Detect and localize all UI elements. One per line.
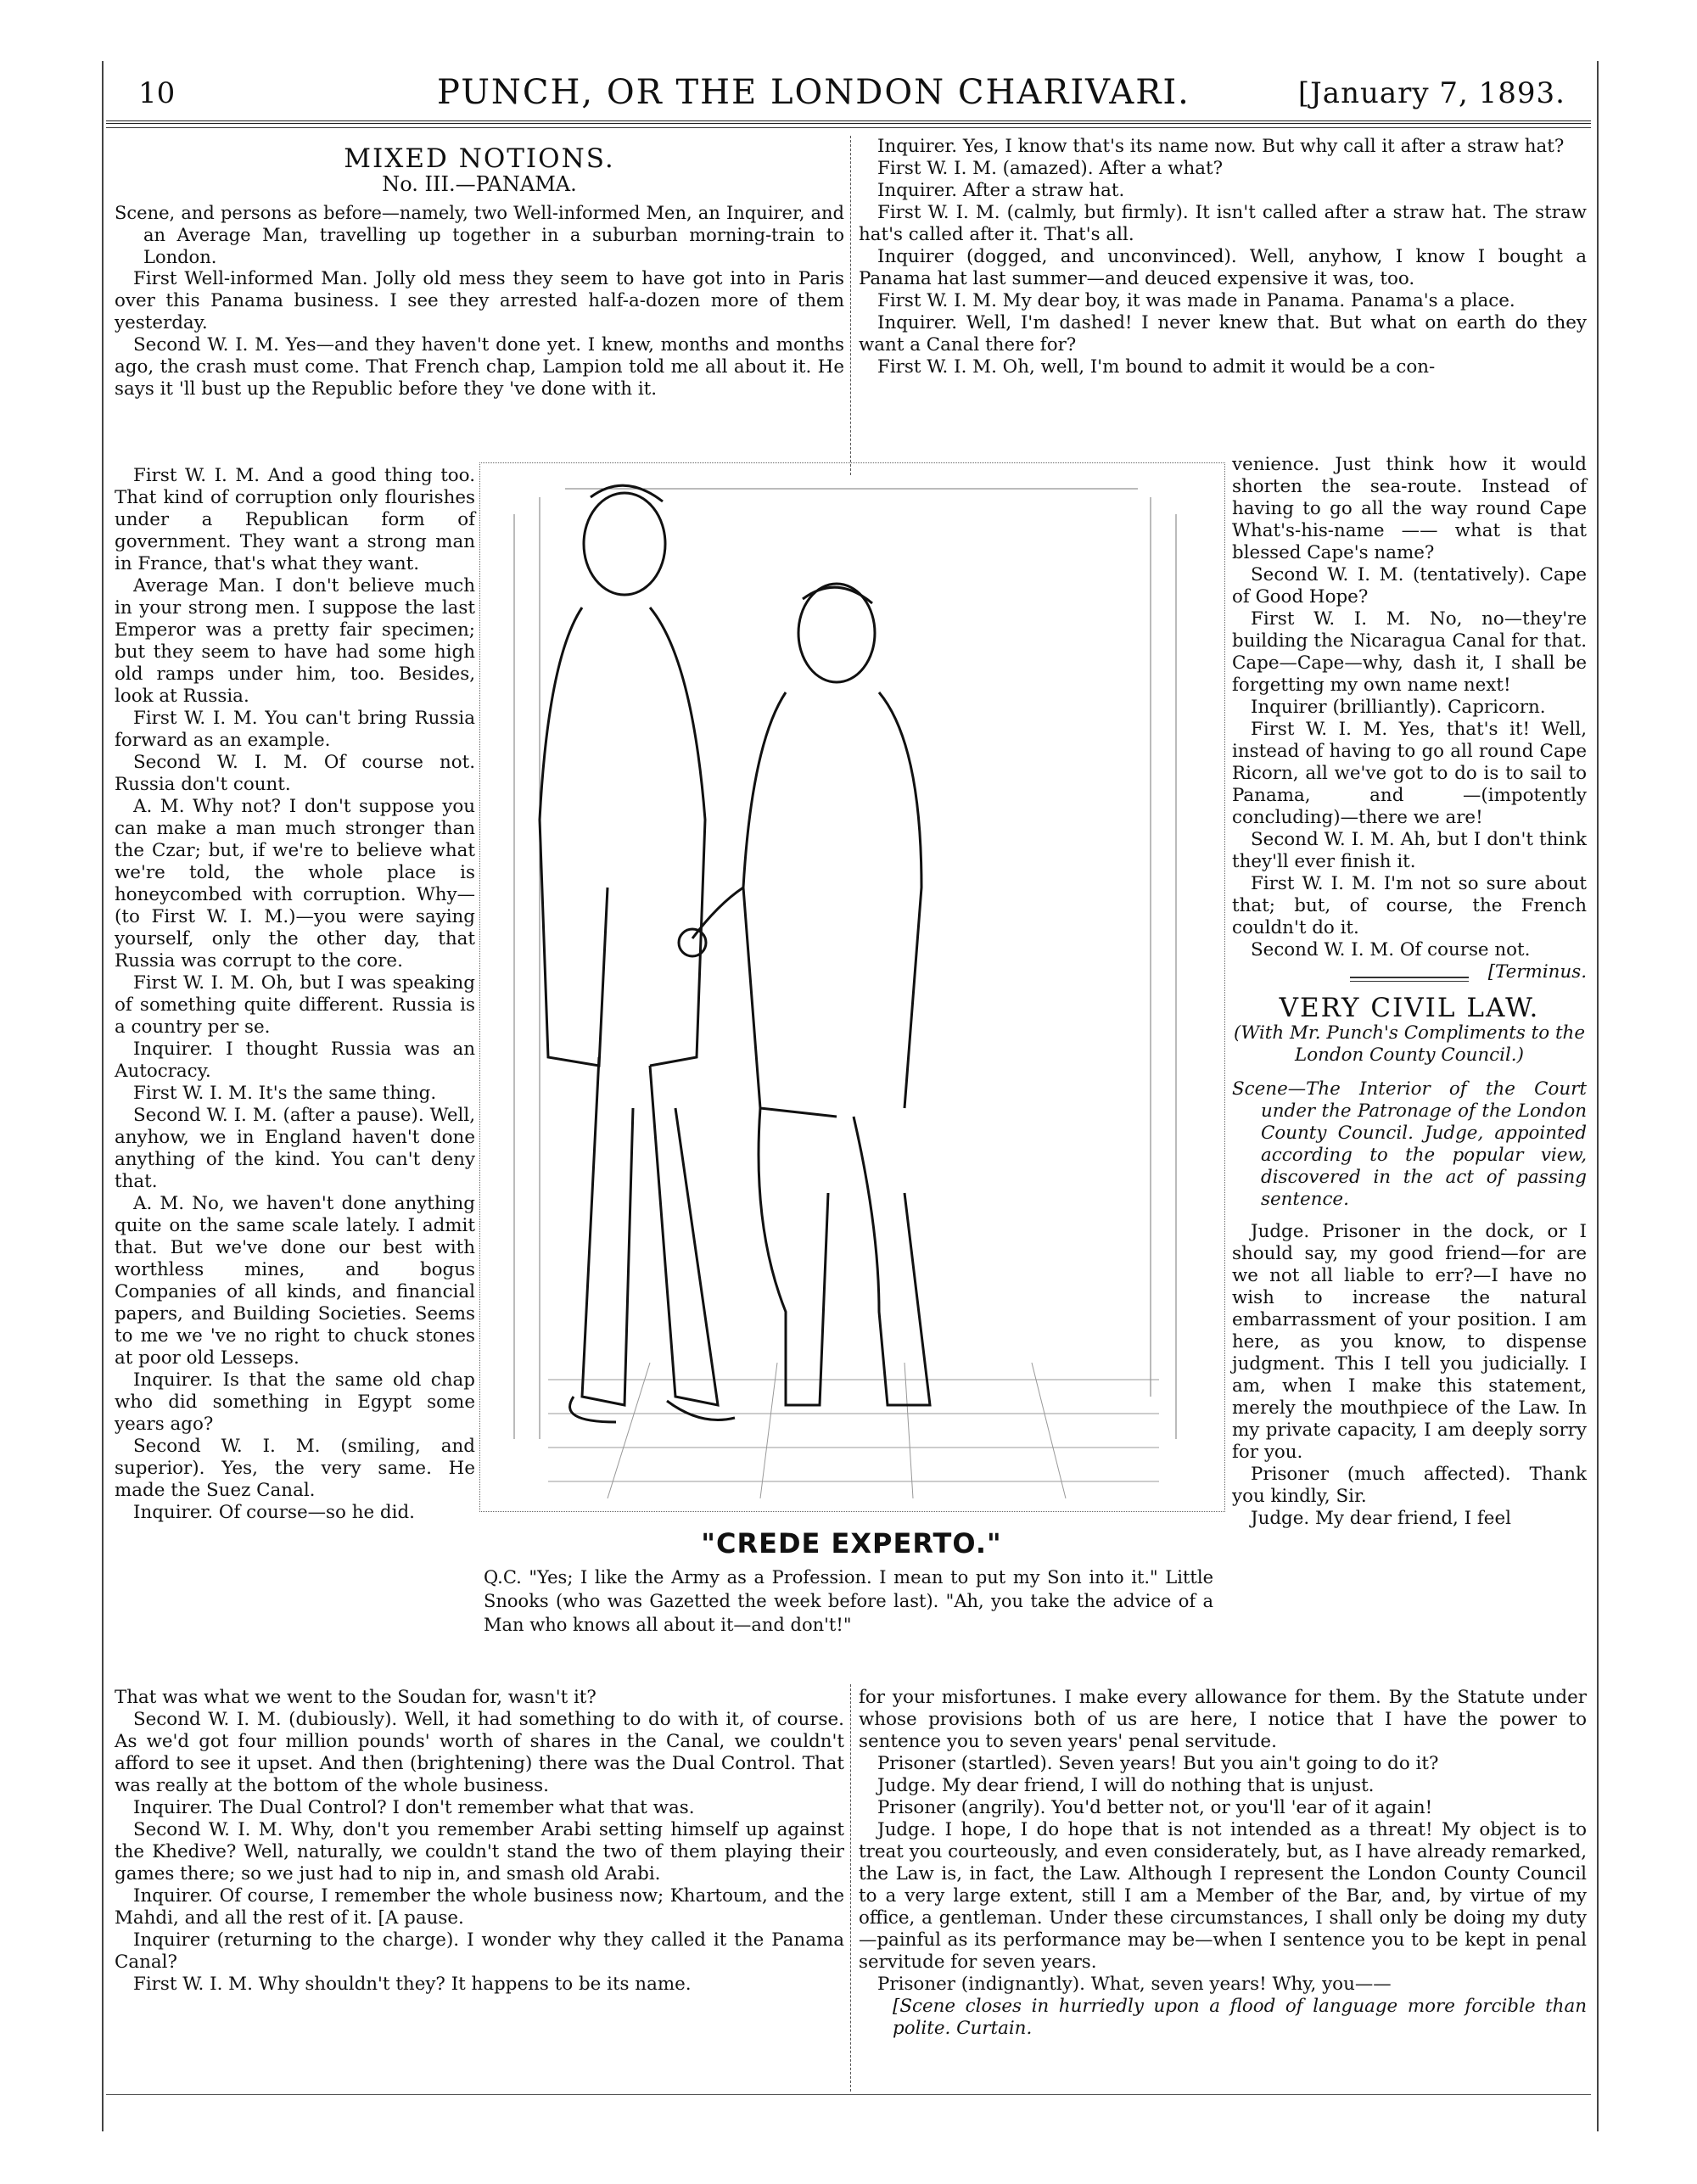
paragraph: for your misfortunes. I make every allowance for them. By the Statute under whose provisions both of us are here, I notice that I have the power to sentence you to seven years' penal servitude.: [859, 1687, 1587, 1752]
closing-stage-direction: [Scene closes in hurriedly upon a flood of language more forcible than polite. Curtain.: [893, 1996, 1587, 2039]
paragraph: Inquirer (returning to the charge). I wonder why they called it the Panama Canal?: [115, 1929, 844, 1973]
article-title: MIXED NOTIONS.: [344, 143, 615, 174]
paragraph: Second W. I. M. Yes—and they haven't done yet. I knew, months and months ago, the crash must come. That French chap, Lampion told me all about it. He says it 'll bust up the Republic before they 've done with it.: [115, 334, 844, 400]
paragraph: First W. I. M. It's the same thing.: [133, 1083, 437, 1104]
paragraph: Inquirer. Well, I'm dashed! I never knew that. But what on earth do they want a Canal there for?: [859, 312, 1587, 356]
issue-date: [January 7, 1893.: [1297, 76, 1565, 110]
paragraph: Second W. I. M. (smiling, and superior). Yes, the very same. He made the Suez Canal.: [115, 1436, 475, 1501]
paragraph: First W. I. M. My dear boy, it was made in Panama. Panama's a place.: [877, 290, 1515, 311]
column-divider: [850, 1684, 851, 2092]
paragraph: Inquirer. Of course—so he did.: [133, 1502, 415, 1523]
right-narrow-column: [1232, 454, 1587, 1530]
paragraph: First W. I. M. Oh, but I was speaking of something quite different. Russia is a country per se.: [115, 972, 475, 1038]
paragraph: First W. I. M. (calmly, but firmly). It isn't called after a straw hat. The straw hat's called after it. That's all.: [859, 202, 1587, 245]
cartoon-caption: Q.C. "Yes; I like the Army as a Profession. I mean to put my Son into it." Little Snooks (who was Gazetted the week before last). "Ah, you take the advice of a Man who knows all about it—and don't!": [484, 1567, 1213, 1635]
scene-text: Scene—The Interior of the Court under the Patronage of the London County Council. Judge, appointed according to the popular view, discovered in the act of passing sentence.: [1232, 1078, 1587, 1210]
paragraph: Judge. I hope, I do hope that is not intended as a threat! My object is to treat you courteously, and even considerately, but, as I have already remarked, the Law is, in fact, the Law. Although I represent the London County Council to a very large extent, still I am a Member of the Bar, and, by virtue of my office, a gentleman. Under these circumstances, I shall only be doing my duty—painful as its performance may be—when I sentence you to be kept in penal servitude for seven years.: [859, 1819, 1587, 1973]
article-mixed-notions-right-top: [859, 136, 1587, 378]
article-mixed-notions-top: [115, 144, 844, 400]
paragraph: Average Man. I don't believe much in your strong men. I suppose the last Emperor was a pretty fair specimen; but they seem to have had some high old ramps under him, too. Besides, look at Russia.: [115, 575, 475, 707]
header-rule: [106, 127, 1591, 128]
terminus-mark: [Terminus.: [1487, 961, 1587, 983]
article-subtitle: (With Mr. Punch's Compliments to the London County Council.): [1233, 1022, 1585, 1066]
paragraph: [1232, 939, 1587, 983]
article-title: VERY CIVIL LAW.: [1279, 993, 1540, 1023]
section-separator: [1350, 977, 1469, 982]
paragraph: Inquirer. I thought Russia was an Autocracy.: [115, 1039, 475, 1082]
paragraph: Second W. I. M. (after a pause). Well, anyhow, we in England haven't done anything of the kind. You can't deny that.: [115, 1105, 475, 1192]
paragraph: venience. Just think how it would shorten the sea-route. Instead of having to go all the way round Cape What's-his-name —— what is that blessed Cape's name?: [1232, 454, 1587, 563]
cartoon: [479, 462, 1224, 1676]
article-mixed-notions-bottom: [115, 1687, 844, 1996]
paragraph: Inquirer. Yes, I know that's its name now. But why call it after a straw hat?: [877, 136, 1565, 157]
cartoon-illustration: [480, 463, 1223, 1509]
article-mixed-notions-narrow: [115, 465, 475, 1524]
paragraph-text: Second W. I. M. Of course not.: [1251, 939, 1531, 960]
paragraph: First W. I. M. Why shouldn't they? It happens to be its name.: [133, 1974, 692, 1995]
paragraph: Second W. I. M. Ah, but I don't think they'll ever finish it.: [1232, 829, 1587, 872]
paragraph: Inquirer. The Dual Control? I don't remember what that was.: [133, 1797, 695, 1818]
paragraph: Prisoner (much affected). Thank you kindly, Sir.: [1232, 1464, 1587, 1507]
column-divider: [850, 136, 851, 475]
paragraph: Prisoner (angrily). You'd better not, or you'll 'ear of it again!: [877, 1797, 1433, 1818]
masthead: PUNCH, OR THE LONDON CHARIVARI.: [437, 73, 1190, 112]
article-very-civil-law-bottom: [859, 1687, 1587, 2040]
paragraph: Judge. Prisoner in the dock, or I should say, my good friend—for are we not all liable to err?—I have no wish to increase the natural embarrassment of your position. I am here, as you know, to dispense judgment. This I tell you judicially. I am, when I make this statement, merely the mouthpiece of the Law. In my private capacity, I am deeply sorry for you.: [1232, 1221, 1587, 1463]
paragraph: First W. I. M. Yes, that's it! Well, instead of having to go all round Cape Ricorn, all we've got to do is to sail to Panama, and —(impotently concluding)—there we are!: [1232, 719, 1587, 828]
paragraph: Prisoner (indignantly). What, seven years! Why, you——: [877, 1974, 1392, 1995]
paragraph: Prisoner (startled). Seven years! But you ain't going to do it?: [877, 1753, 1439, 1774]
bottom-rule: [106, 2094, 1591, 2095]
paragraph: A. M. Why not? I don't suppose you can make a man much stronger than the Czar; but, if we're to believe what we're told, the whole place is honeycombed with corruption. Why—(to First W. I. M.)—you were saying yourself, only the other day, that Russia was corrupt to the core.: [115, 796, 475, 972]
cartoon-frame: [479, 462, 1225, 1512]
paragraph: First W. I. M. No, no—they're building the Nicaragua Canal for that. Cape—Cape—why, dash it, I shall be forgetting my own name next!: [1232, 608, 1587, 696]
paragraph: First W. I. M. And a good thing too. That kind of corruption only flourishes under a Republican form of government. They want a strong man in France, that's what they want.: [115, 465, 475, 574]
page-number: 10: [138, 76, 176, 110]
paragraph: Inquirer. Is that the same old chap who did something in Egypt some years ago?: [115, 1369, 475, 1435]
paragraph: Second W. I. M. (dubiously). Well, it had something to do with it, of course. As we'd got four million pounds' worth of shares in the Canal, we couldn't afford to see it upset. And then (brightening) there was the Dual Control. That was really at the bottom of the whole business.: [115, 1709, 844, 1796]
paragraph: First W. I. M. You can't bring Russia forward as an example.: [115, 708, 475, 751]
paragraph: Inquirer. Of course, I remember the whole business now; Khartoum, and the Mahdi, and all the rest of it. [A pause.: [115, 1885, 844, 1929]
scene-text: Scene, and persons as before—namely, two Well-informed Men, an Inquirer, and an Average Man, travelling up together in a suburban morning-train to London.: [115, 203, 844, 267]
paragraph: First W. I. M. I'm not so sure about that; but, of course, the French couldn't do it.: [1232, 873, 1587, 938]
paragraph: Inquirer. After a straw hat.: [877, 180, 1125, 201]
paragraph: First W. I. M. Oh, well, I'm bound to admit it would be a con-: [877, 356, 1436, 378]
paragraph: First W. I. M. (amazed). After a what?: [877, 158, 1224, 179]
paragraph: Judge. My dear friend, I will do nothing that is unjust.: [877, 1775, 1375, 1796]
page-header: [106, 70, 1591, 124]
article-subtitle: No. III.—PANAMA.: [382, 172, 577, 196]
paragraph: Second W. I. M. (tentatively). Cape of Good Hope?: [1232, 564, 1587, 608]
paragraph: Inquirer (dogged, and unconvinced). Well, anyhow, I know I bought a Panama hat last summer—and deuced expensive it was, too.: [859, 246, 1587, 289]
cartoon-title: "CREDE EXPERTO.": [701, 1527, 1002, 1560]
paragraph: Second W. I. M. Why, don't you remember Arabi setting himself up against the Khedive? Well, naturally, we couldn't stand the two of them playing their games there; so we just had to nip in, and smash old Arabi.: [115, 1819, 844, 1884]
paragraph: That was what we went to the Soudan for, wasn't it?: [115, 1687, 596, 1708]
paragraph: Judge. My dear friend, I feel: [1251, 1508, 1511, 1529]
paragraph: A. M. No, we haven't done anything quite on the same scale lately. I admit that. But we've done our best with worthless mines, and bogus Companies of all kinds, and financial papers, and Building Societies. Seems to me we 've no right to chuck stones at poor old Lesseps.: [115, 1193, 475, 1369]
paragraph: First Well-informed Man. Jolly old mess they seem to have got into in Paris over this Panama business. I see they arrested half-a-dozen more of them yesterday.: [115, 268, 844, 333]
paragraph: Second W. I. M. Of course not. Russia don't count.: [115, 752, 475, 795]
paragraph: Inquirer (brilliantly). Capricorn.: [1251, 697, 1546, 718]
